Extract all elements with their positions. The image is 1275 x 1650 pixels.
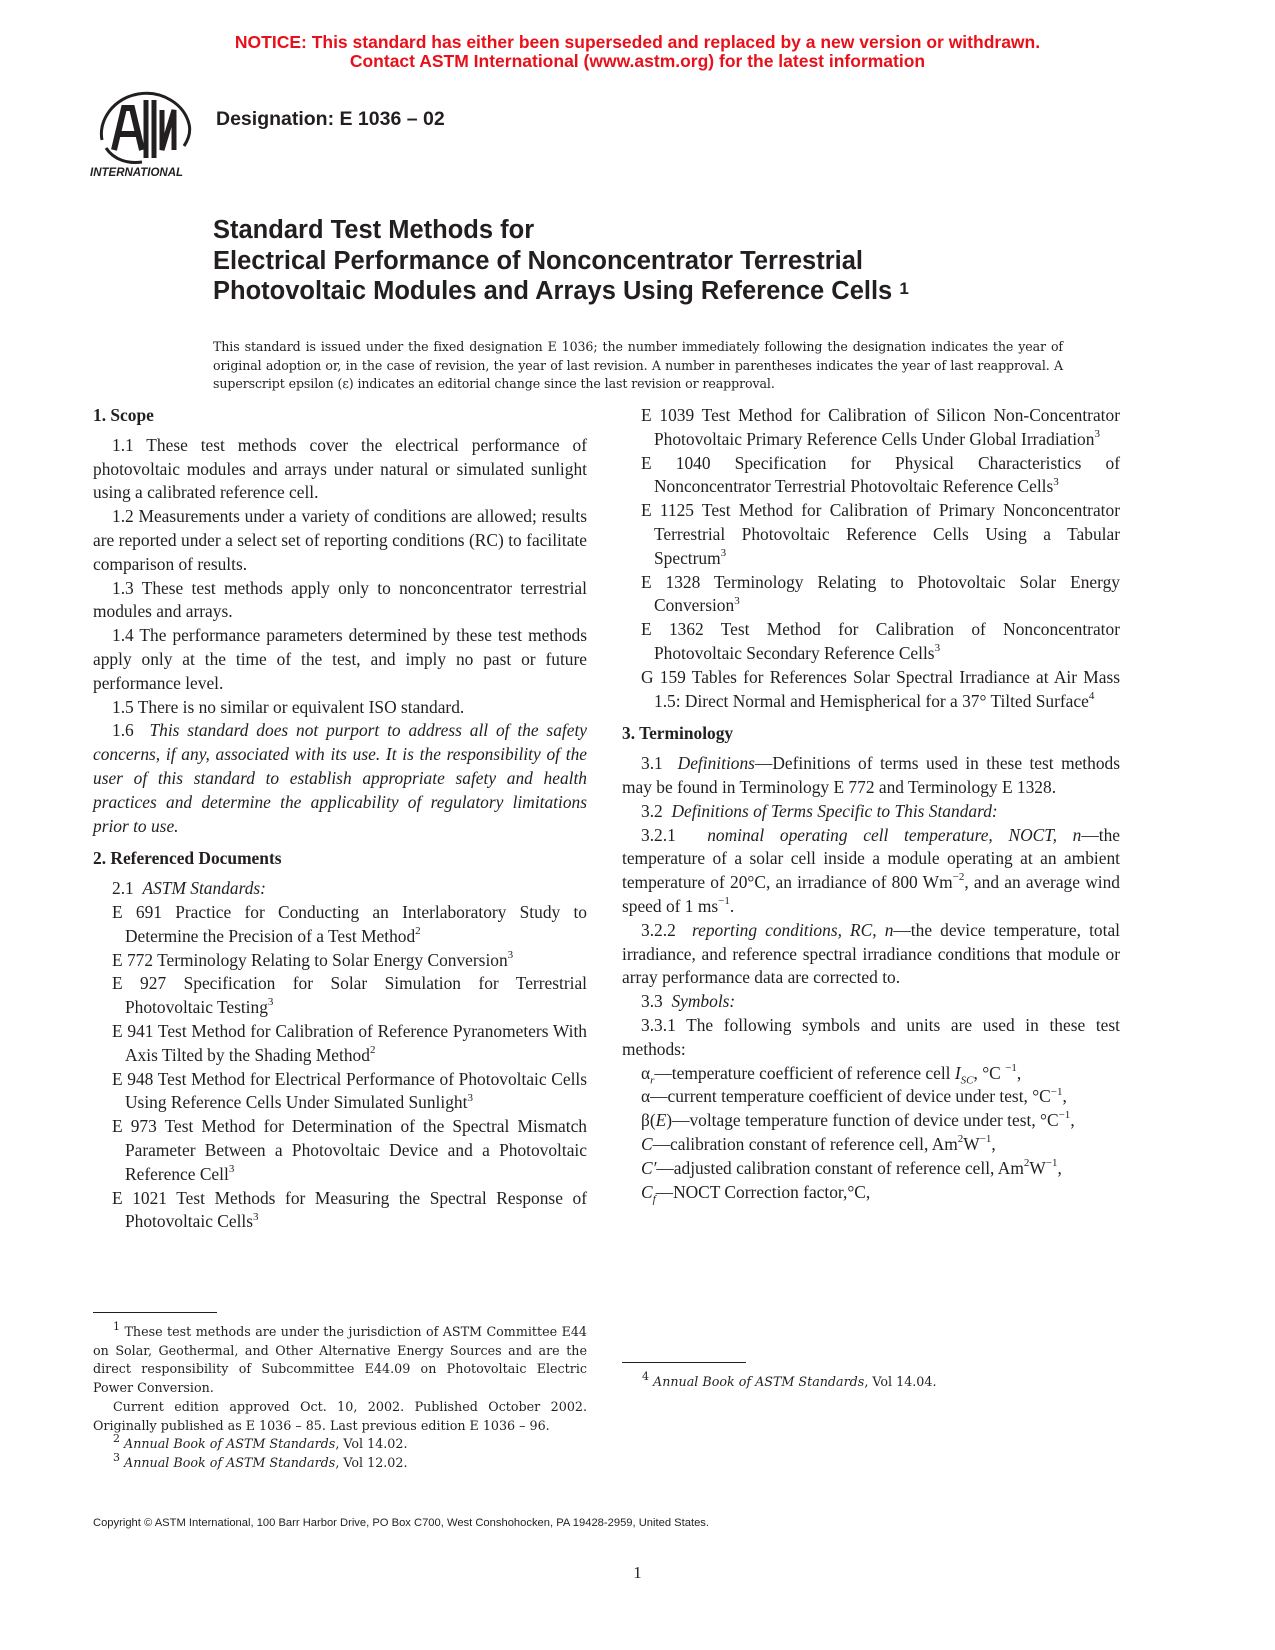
notice-line-2: Contact ASTM International (www.astm.org) for the latest information bbox=[349, 51, 926, 71]
footnote-1: $^1$ These test methods are under the jurisdiction of ASTM Committee E44 on Solar, Geothermal, and Other Alternative Energy Sources and are the direct responsibility of Subcommittee E44.09 on Photovoltaic Electric Power Conversion. bbox=[93, 1319, 587, 1396]
footnotes-left bbox=[93, 1319, 587, 1473]
para-1-4: 1.4 The performance parameters determined by these test methods apply only at the time of the test, and imply no past or future performance level. bbox=[93, 625, 587, 693]
ref-item: G 159 Tables for References Solar Spectral Irradiance at Air Mass 1.5: Direct Normal and Hemispherical for a 37° Tilted Surface$^4$ bbox=[641, 666, 1120, 711]
para-2-1: 2.1 ASTM Standards: bbox=[112, 878, 266, 899]
footnote-4: $^4$ Annual Book of ASTM Standards, Vol 14.04. bbox=[642, 1369, 937, 1389]
ref-item: E 1040 Specification for Physical Characteristics of Nonconcentrator Terrestrial Photovoltaic Reference Cells$^3$ bbox=[641, 452, 1120, 497]
para-1-1: 1.1 These test methods cover the electrical performance of photovoltaic modules and arrays under natural or simulated sunlight using a calibrated reference cell. bbox=[93, 434, 587, 503]
para-3-2-1: 3.2.1 nominal operating cell temperature, NOCT, n—the temperature of a solar cell inside a module operating at an ambient temperature of 20°C, an irradiance of 800 $Wm^{-2}$, and an average wind speed of 1 $ms^{-1}$. bbox=[622, 824, 1120, 916]
symbol-alpha: α—current temperature coefficient of device under test, $^\circ C^{-1}$, bbox=[641, 1085, 1067, 1107]
ref-item: E 772 Terminology Relating to Solar Energy Conversion$^3$ bbox=[112, 948, 514, 970]
page-number: 1 bbox=[633, 1563, 642, 1582]
copyright-line: Copyright © ASTM International, 100 Barr Harbor Drive, PO Box C700, West Conshohocken, PA 19428-2959, United States. bbox=[93, 1517, 709, 1529]
title-line-2: Electrical Performance of Nonconcentrator Terrestrial bbox=[213, 246, 863, 275]
ref-item: E 1021 Test Methods for Measuring the Spectral Response of Photovoltaic Cells$^3$ bbox=[112, 1187, 587, 1232]
ref-item: E 1362 Test Method for Calibration of Nonconcentrator Photovoltaic Secondary Reference Cells$^3$ bbox=[641, 619, 1120, 663]
footnotes-right bbox=[622, 1369, 1120, 1392]
section-3-heading: 3. Terminology bbox=[622, 723, 734, 744]
symbol-c-prime: C′—adjusted calibration constant of reference cell, $Am^2W^{-1}$, bbox=[641, 1156, 1062, 1178]
para-1-6: 1.6 This standard does not purport to address all of the safety concerns, if any, associated with its use. It is the responsibility of the user of this standard to establish appropriate safety and health practices and determine the applicability of regulatory limitations prior to use. bbox=[93, 720, 588, 836]
ref-item: E 927 Specification for Solar Simulation for Terrestrial Photovoltaic Testing$^3$ bbox=[112, 973, 587, 1018]
ref-item: E 948 Test Method for Electrical Performance of Photovoltaic Cells Using Reference Cells Under Simulated Sunlight$^3$ bbox=[112, 1068, 587, 1113]
title-footnote-ref: 1 bbox=[899, 279, 909, 298]
logo-wordmark: INTERNATIONAL bbox=[90, 167, 184, 179]
para-1-2: 1.2 Measurements under a variety of conditions are allowed; results are reported under a select set of reporting conditions (RC) to facilitate comparison of results. bbox=[93, 506, 587, 574]
notice-line-1: NOTICE: This standard has either been superseded and replaced by a new version or withdrawn. bbox=[234, 32, 1041, 52]
footnote-2: $^2$ Annual Book of ASTM Standards, Vol 14.02. bbox=[113, 1431, 408, 1452]
referenced-documents-list bbox=[93, 901, 587, 1234]
ref-item: E 1039 Test Method for Calibration of Silicon Non-Concentrator Photovoltaic Primary Reference Cells Under Global Irradiation$^3$ bbox=[641, 405, 1120, 449]
footnote-rule-right bbox=[622, 1362, 746, 1363]
para-3-3: 3.3 Symbols: bbox=[641, 991, 736, 1012]
left-column bbox=[93, 404, 587, 1234]
para-3-2: 3.2 Definitions of Terms Specific to This Standard: bbox=[641, 800, 998, 821]
issuance-note: This standard is issued under the fixed designation E 1036; the number immediately following the designation indicates the year of original adoption or, in the case of revision, the year of last revision. A number in parentheses indicates the year of last reapproval. A superscript epsilon (ε) indicates an editorial change since the last revision or reapproval. bbox=[213, 339, 1063, 392]
referenced-documents-list-cont bbox=[622, 404, 1120, 713]
symbol-beta: β(E)—voltage temperature function of device under test, $^\circ C^{-1}$, bbox=[641, 1109, 1075, 1131]
section-2-heading: 2. Referenced Documents bbox=[93, 848, 282, 869]
para-3-3-1: 3.3.1 The following symbols and units are used in these test methods: bbox=[622, 1014, 1120, 1059]
para-1-5: 1.5 There is no similar or equivalent ISO standard. bbox=[112, 696, 465, 717]
symbol-c: C—calibration constant of reference cell, $Am^2W^{-1}$, bbox=[641, 1133, 996, 1154]
footnote-1-continued: Current edition approved Oct. 10, 2002. Published October 2002. Originally published as E 1036 – 85. Last previous edition E 1036 – 96. bbox=[93, 1398, 587, 1433]
astm-logo bbox=[88, 88, 200, 182]
symbol-alpha-r: $\alpha_r—temperature$ coefficient of reference cell $I_{SC}$, °C $^{-1}$, bbox=[641, 1061, 1022, 1086]
title-line-3: Photovoltaic Modules and Arrays Using Reference Cells $^1$ bbox=[213, 277, 909, 305]
footnote-rule-left bbox=[93, 1312, 217, 1313]
ref-item: E 1125 Test Method for Calibration of Primary Nonconcentrator Terrestrial Photovoltaic Reference Cells Using a Tabular Spectrum$^3$ bbox=[641, 500, 1120, 568]
para-1-3: 1.3 These test methods apply only to nonconcentrator terrestrial modules and arrays. bbox=[93, 577, 587, 622]
supersede-notice bbox=[0, 33, 1275, 71]
title-line-1: Standard Test Methods for bbox=[213, 216, 535, 244]
footnote-3: $^3$ Annual Book of ASTM Standards, Vol 12.02. bbox=[113, 1450, 408, 1470]
astm-logo-mark bbox=[88, 88, 200, 182]
ref-item: E 1328 Terminology Relating to Photovoltaic Solar Energy Conversion$^3$ bbox=[641, 571, 1120, 616]
ref-item: E 973 Test Method for Determination of the Spectral Mismatch Parameter Between a Photovoltaic Device and a Photovoltaic Reference Cell$^3$ bbox=[112, 1116, 587, 1184]
ref-item: E 691 Practice for Conducting an Interlaboratory Study to Determine the Precision of a Test Method$^2$ bbox=[112, 901, 587, 946]
designation: Designation: E 1036 – 02 bbox=[216, 108, 445, 130]
symbol-cf: $C_f—NOCT$ Correction factor,°C, bbox=[641, 1181, 871, 1205]
section-1-heading: 1. Scope bbox=[93, 405, 154, 425]
para-3-1: 3.1 Definitions—Definitions of terms used in these test methods may be found in Terminology E 772 and Terminology E 1328. bbox=[622, 753, 1120, 797]
para-3-2-2: 3.2.2 reporting conditions, RC, n—the device temperature, total irradiance, and reference spectral irradiance conditions that module or array performance data are corrected to. bbox=[622, 919, 1121, 988]
right-column bbox=[622, 404, 1120, 1204]
ref-item: E 941 Test Method for Calibration of Reference Pyranometers With Axis Tilted by the Shading Method$^2$ bbox=[112, 1020, 587, 1065]
document-title bbox=[213, 215, 909, 307]
